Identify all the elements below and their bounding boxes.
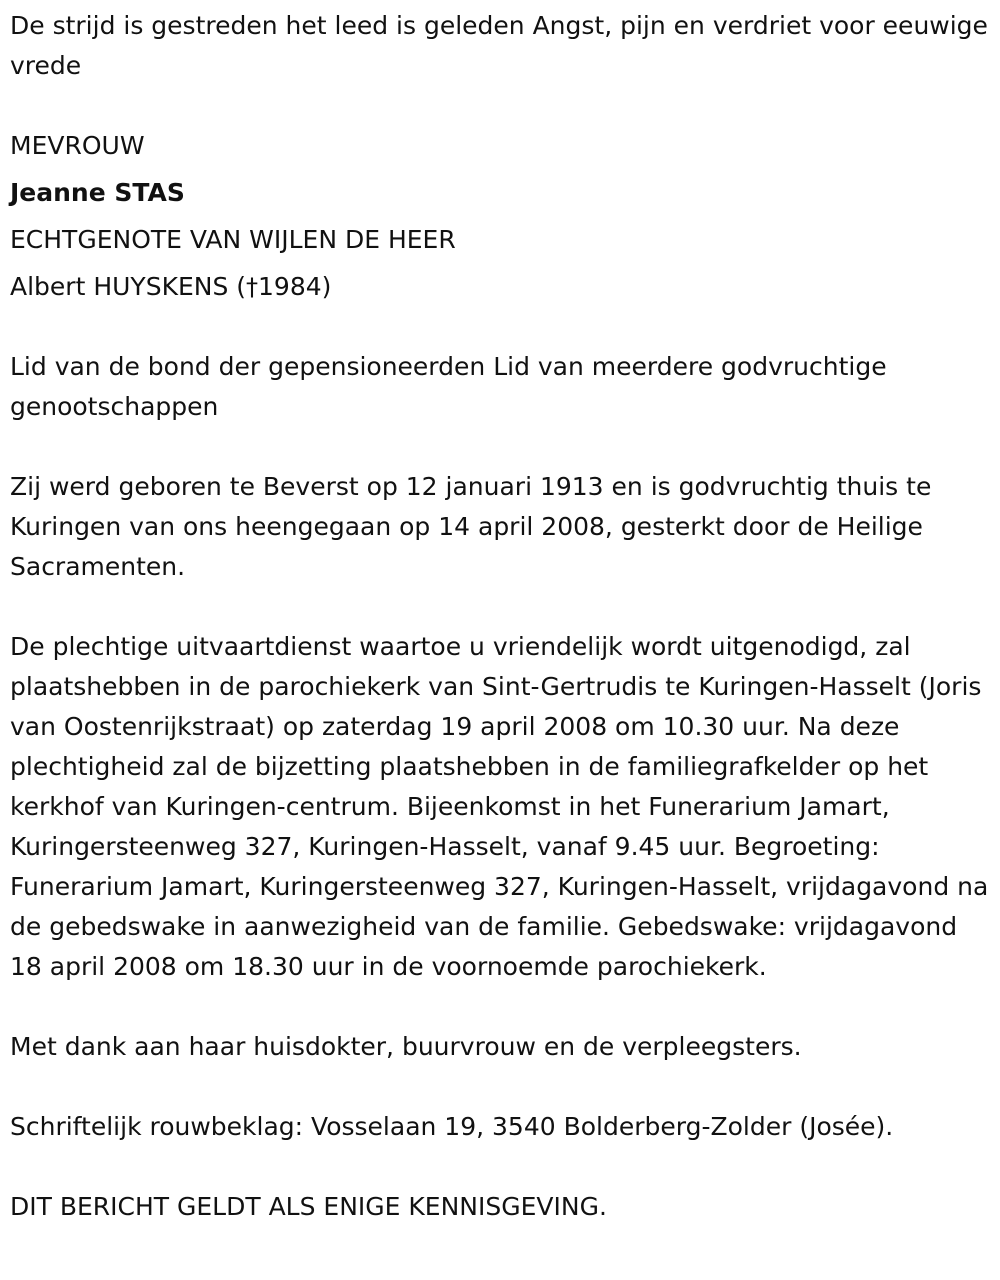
title-text: MEVROUW — [10, 131, 145, 160]
spacer — [10, 987, 990, 1027]
spouse-line — [10, 260, 990, 307]
spacer — [10, 1147, 990, 1187]
cross-icon: † — [246, 273, 259, 301]
spacer — [10, 1067, 990, 1107]
closing-text: DIT BERICHT GELDT ALS ENIGE KENNISGEVING. — [10, 1192, 607, 1221]
deceased-name: Jeanne STAS — [10, 178, 185, 207]
funeral-info-text: De plechtige uitvaartdienst waartoe u vriendelijk wordt uitgenodigd, zal plaatshebben in de parochiekerk van Sint-Gertrudis te Kuringen-Hasselt (Joris van Oostenrijkstraat) op zaterdag 19 april 2008 om 10.30 uur. Na deze plechtigheid zal de bijzetting plaatshebben in de familiegrafkelder op het kerkhof van Kuringen-centrum. Bijeenkomst in het Funerarium Jamart, Kuringersteenweg 327, Kuringen-Hasselt, vanaf 9.45 uur. Begroeting: Funerarium Jamart, Kuringersteenweg 327, Kuringen-Hasselt, vrijdagavond na de gebedswake in aanwezigheid van de familie. Gebedswake: vrijdagavond 18 april 2008 om 18.30 uur in de voornoemde parochiekerk. — [10, 632, 989, 981]
memberships-text: Lid van de bond der gepensioneerden Lid van meerdere godvruchtige genootschappen — [10, 352, 887, 421]
spouse-death-year: 1984) — [258, 272, 332, 301]
condolence-address-text: Schriftelijk rouwbeklag: Vosselaan 19, 3540 Bolderberg-Zolder (Josée). — [10, 1112, 894, 1141]
spacer — [10, 587, 990, 627]
birth-death-text: Zij werd geboren te Beverst op 12 januari 1913 en is godvruchtig thuis te Kuringen van ons heengegaan op 14 april 2008, gesterkt door de Heilige Sacramenten. — [10, 472, 932, 581]
thanks-text: Met dank aan haar huisdokter, buurvrouw en de verpleegsters. — [10, 1032, 802, 1061]
spacer — [10, 307, 990, 347]
spouse-label: ECHTGENOTE VAN WIJLEN DE HEER — [10, 225, 456, 254]
spouse-name: Albert HUYSKENS ( — [10, 272, 247, 301]
spacer — [10, 427, 990, 467]
spacer — [10, 86, 990, 126]
motto-text: De strijd is gestreden het leed is geleden Angst, pijn en verdriet voor eeuwige vrede — [10, 11, 988, 80]
